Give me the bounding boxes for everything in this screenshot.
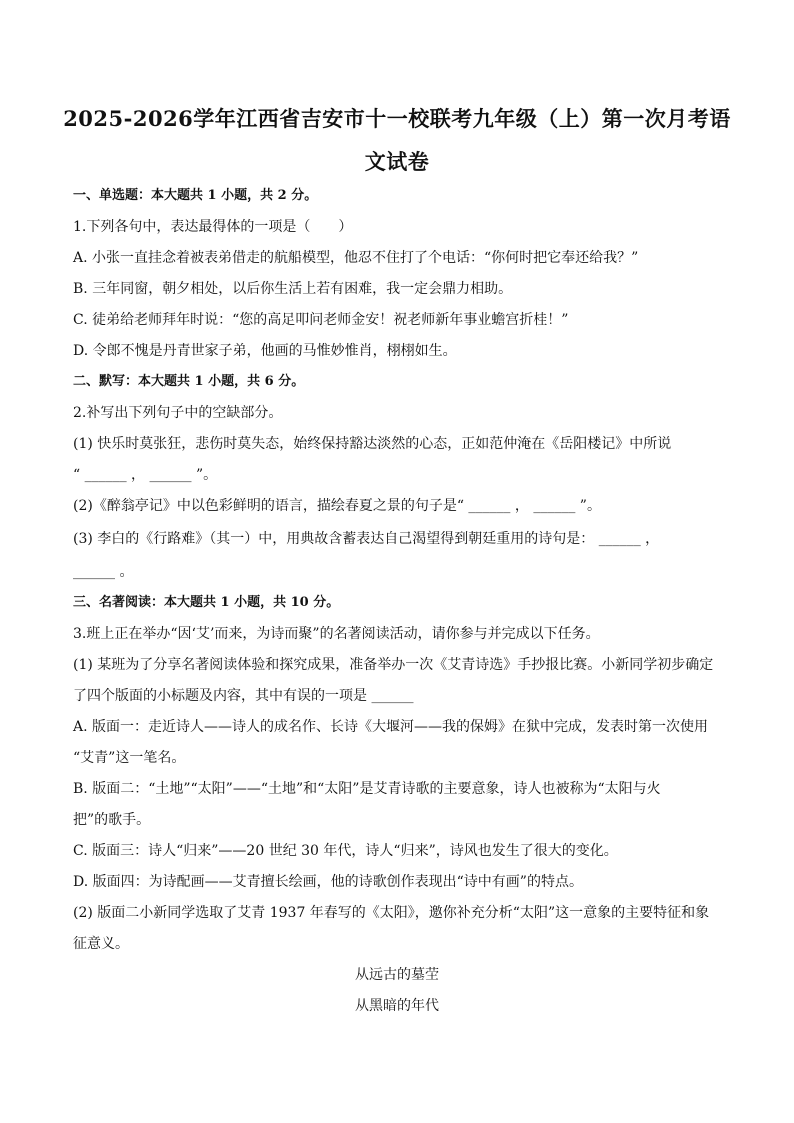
section2-heading: 二、默写：本大题共 1 小题，共 6 分。 [73, 374, 305, 389]
question3-option-a: A. 版面一：走近诗人——诗人的成名作、长诗《大堰河——我的保姆》在狱中完成，发表时第一次使用 [73, 719, 709, 735]
question2-stem: 2.补写出下列句子中的空缺部分。 [73, 405, 283, 421]
question1-option-d: D. 令郎不愧是丹青世家子弟，他画的马惟妙惟肖，栩栩如生。 [73, 343, 457, 359]
question3-option-b: B. 版面二：“土地”“太阳”——“土地”和“太阳”是艾青诗歌的主要意象，诗人也被称为“太阳与火 [73, 781, 661, 797]
exam-title-line2: 文试卷 [364, 149, 430, 174]
poem-line2: 从黑暗的年代 [355, 998, 439, 1014]
question3-option-d: D. 版面四：为诗配画——艾青擅长绘画，他的诗歌创作表现出“诗中有画”的特点。 [73, 874, 583, 890]
question3-option-a-cont: “艾青”这一笔名。 [73, 750, 186, 766]
question3-part1-cont: 了四个版面的小标题及内容，其中有误的一项是 ______ [73, 688, 414, 704]
question3-part1: (1) 某班为了分享名著阅读体验和探究成果，准备举办一次《艾青诗选》手抄报比赛。小新同学初步确定 [73, 657, 714, 673]
question2-item1-blanks: “ ______ ， ______ ”。 [73, 467, 218, 483]
question2-item2: (2)《醉翁亭记》中以色彩鲜明的语言，描绘春夏之景的句子是“ ______ ， ______ ”。 [73, 498, 601, 514]
question1-stem: 1.下列各句中，表达最得体的一项是（ ） [73, 219, 353, 235]
exam-title-line1: 2025-2026学年江西省吉安市十一校联考九年级（上）第一次月考语 [63, 106, 731, 131]
question2-item3: (3) 李白的《行路难》（其一）中，用典故含蓄表达自己渴望得到朝廷重用的诗句是： ______ ， [73, 531, 660, 547]
question1-option-b: B. 三年同窗，朝夕相处，以后你生活上若有困难，我一定会鼎力相助。 [73, 281, 513, 297]
question3-option-c: C. 版面三：诗人“归来”——20 世纪 30 年代，诗人“归来”，诗风也发生了很大的变化。 [73, 843, 618, 859]
question3-part2: (2) 版面二小新同学选取了艾青 1937 年春写的《太阳》，邀你补充分析“太阳”这一意象的主要特征和象 [73, 905, 710, 921]
question3-option-b-cont: 把”的歌手。 [73, 812, 151, 828]
question3-stem: 3.班上正在举办“因‘艾’而来，为诗而聚”的名著阅读活动，请你参与并完成以下任务。 [73, 626, 600, 642]
question2-item1: (1) 快乐时莫张狂，悲伤时莫失态，始终保持豁达淡然的心态，正如范仲淹在《岳阳楼记》中所说 [73, 436, 672, 452]
section1-heading: 一、单选题：本大题共 1 小题，共 2 分。 [73, 188, 318, 203]
question3-part2-cont: 征意义。 [73, 936, 129, 952]
question2-item3-blank: ______ 。 [73, 564, 134, 580]
poem-line1: 从远古的墓茔 [355, 967, 439, 983]
question1-option-c: C. 徒弟给老师拜年时说：“您的高足叩问老师金安！祝老师新年事业蟾宫折桂！” [73, 312, 569, 328]
section3-heading: 三、名著阅读：本大题共 1 小题，共 10 分。 [73, 595, 340, 610]
question1-option-a: A. 小张一直挂念着被表弟借走的航船模型，他忍不住打了个电话：“你何时把它奉还给我？” [73, 250, 639, 266]
